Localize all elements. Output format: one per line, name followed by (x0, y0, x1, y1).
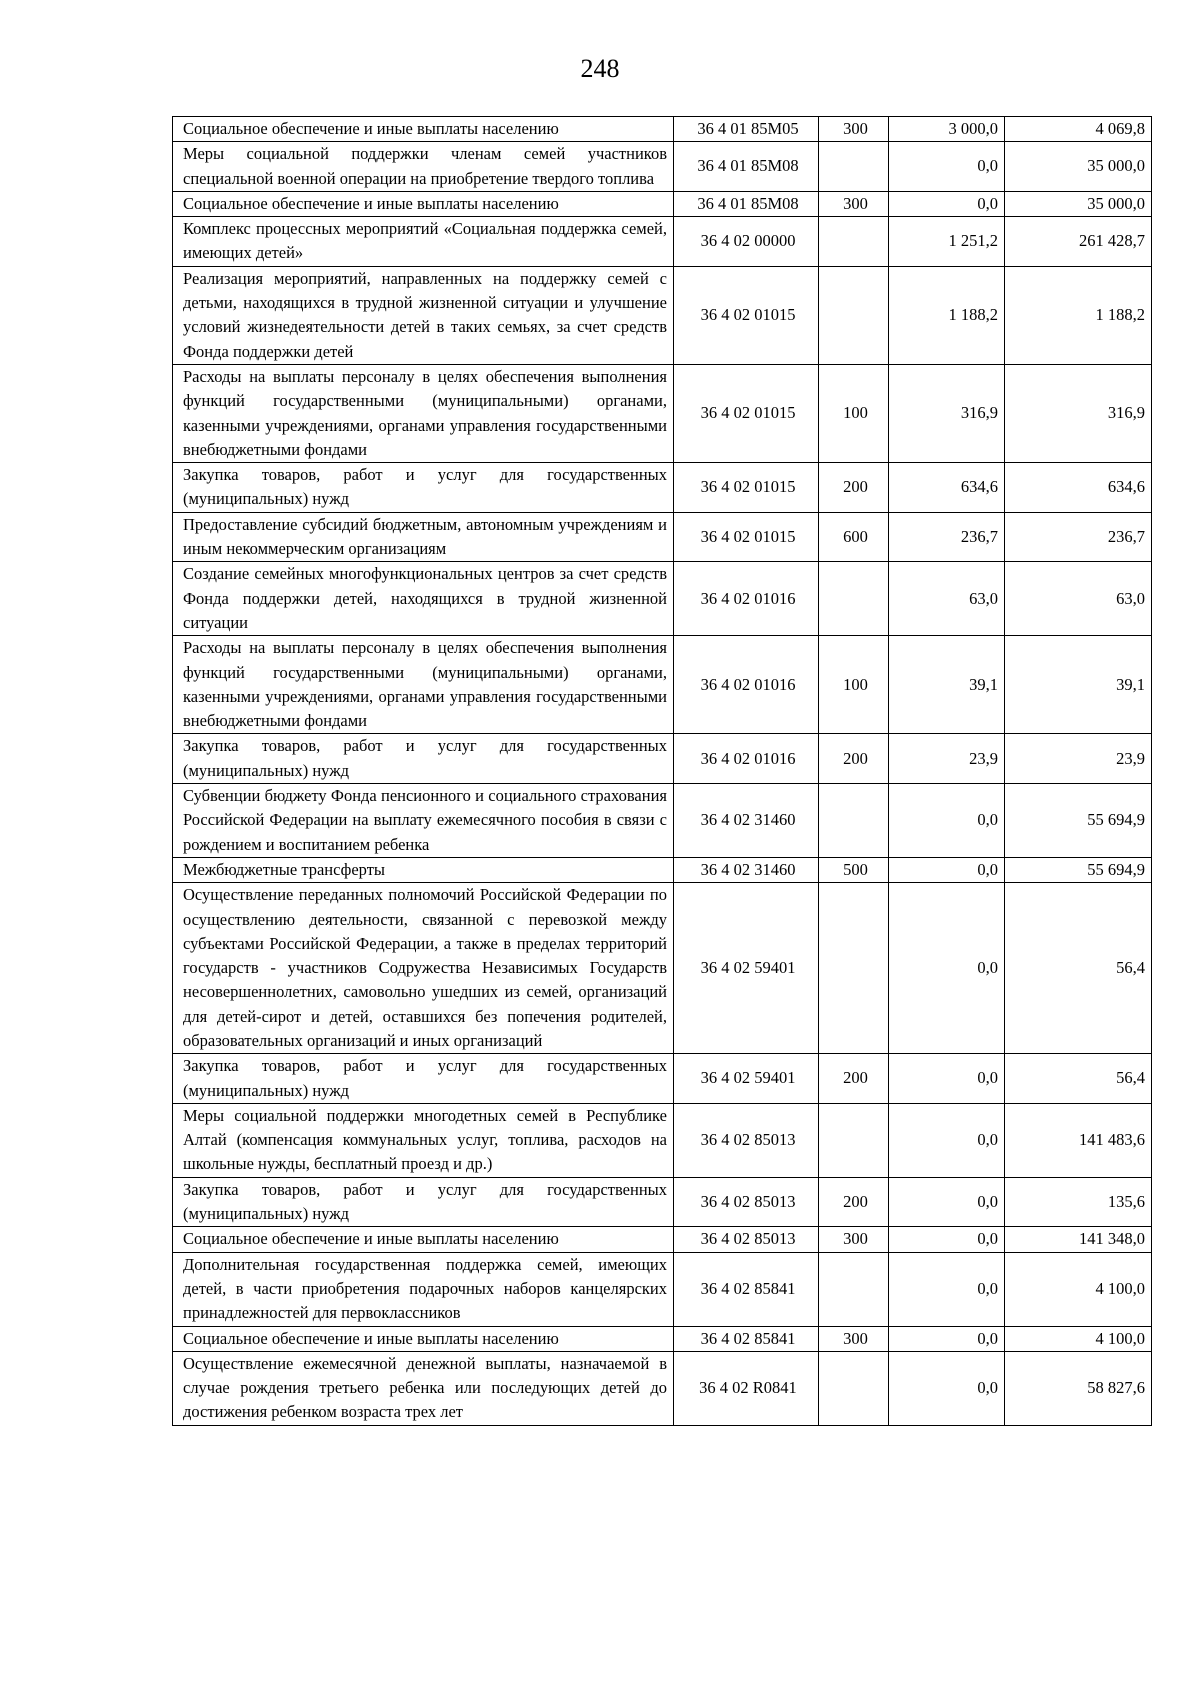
row-code: 36 4 02 31460 (674, 784, 819, 858)
row-value-2: 63,0 (1005, 562, 1152, 636)
row-expense-type: 100 (819, 364, 889, 462)
row-code: 36 4 02 85013 (674, 1227, 819, 1252)
table-row (173, 562, 1152, 636)
budget-table-body (173, 117, 1152, 1426)
row-value-2: 35 000,0 (1005, 142, 1152, 192)
row-value-1: 0,0 (889, 1177, 1005, 1227)
row-value-1: 0,0 (889, 784, 1005, 858)
table-row (173, 883, 1152, 1054)
row-expense-type (819, 562, 889, 636)
row-name: Закупка товаров, работ и услуг для государственных (муниципальных) нужд (173, 1177, 674, 1227)
table-row (173, 1227, 1152, 1252)
row-value-2: 58 827,6 (1005, 1351, 1152, 1425)
row-code: 36 4 02 01015 (674, 364, 819, 462)
row-name: Дополнительная государственная поддержка семей, имеющих детей, в части приобретения подарочных наборов канцелярских принадлежностей для первоклассников (173, 1252, 674, 1326)
row-name: Предоставление субсидий бюджетным, автономным учреждениям и иным некоммерческим организациям (173, 512, 674, 562)
row-code: 36 4 02 85013 (674, 1177, 819, 1227)
row-value-2: 316,9 (1005, 364, 1152, 462)
row-code: 36 4 02 59401 (674, 1054, 819, 1104)
row-expense-type (819, 1252, 889, 1326)
row-expense-type: 300 (819, 1227, 889, 1252)
table-row (173, 1351, 1152, 1425)
row-name: Меры социальной поддержки многодетных семей в Республике Алтай (компенсация коммунальных услуг, топлива, расходов на школьные нужды, бесплатный проезд и др.) (173, 1103, 674, 1177)
row-expense-type: 300 (819, 1326, 889, 1351)
row-value-2: 236,7 (1005, 512, 1152, 562)
table-row (173, 734, 1152, 784)
row-value-1: 39,1 (889, 636, 1005, 734)
row-value-2: 39,1 (1005, 636, 1152, 734)
row-value-1: 3 000,0 (889, 117, 1005, 142)
row-value-1: 63,0 (889, 562, 1005, 636)
row-code: 36 4 02 85841 (674, 1252, 819, 1326)
row-code: 36 4 02 59401 (674, 883, 819, 1054)
row-name: Реализация мероприятий, направленных на поддержку семей с детьми, находящихся в трудной жизненной ситуации и улучшение условий жизнедеятельности детей в таких семьях, за счет средств Фонда поддержки детей (173, 266, 674, 364)
table-row (173, 463, 1152, 513)
row-expense-type (819, 266, 889, 364)
row-name: Закупка товаров, работ и услуг для государственных (муниципальных) нужд (173, 463, 674, 513)
row-value-1: 0,0 (889, 1326, 1005, 1351)
row-name: Создание семейных многофункциональных центров за счет средств Фонда поддержки детей, находящихся в трудной жизненной ситуации (173, 562, 674, 636)
table-row (173, 117, 1152, 142)
row-expense-type: 200 (819, 463, 889, 513)
row-code: 36 4 01 85М08 (674, 191, 819, 216)
row-expense-type: 300 (819, 191, 889, 216)
row-expense-type: 200 (819, 1054, 889, 1104)
row-expense-type: 200 (819, 734, 889, 784)
row-code: 36 4 02 01015 (674, 512, 819, 562)
row-value-1: 0,0 (889, 1054, 1005, 1104)
row-expense-type (819, 217, 889, 267)
row-value-1: 0,0 (889, 883, 1005, 1054)
row-name: Социальное обеспечение и иные выплаты населению (173, 191, 674, 216)
row-expense-type (819, 1103, 889, 1177)
row-value-1: 0,0 (889, 142, 1005, 192)
row-code: 36 4 01 85М08 (674, 142, 819, 192)
table-row (173, 1177, 1152, 1227)
row-code: 36 4 01 85М05 (674, 117, 819, 142)
row-expense-type (819, 1351, 889, 1425)
row-value-1: 634,6 (889, 463, 1005, 513)
row-expense-type (819, 784, 889, 858)
table-row (173, 142, 1152, 192)
table-row (173, 857, 1152, 882)
row-value-2: 23,9 (1005, 734, 1152, 784)
row-name: Субвенции бюджету Фонда пенсионного и социального страхования Российской Федерации на выплату ежемесячного пособия в связи с рождением и воспитанием ребенка (173, 784, 674, 858)
row-value-2: 55 694,9 (1005, 784, 1152, 858)
row-code: 36 4 02 01015 (674, 463, 819, 513)
table-row (173, 191, 1152, 216)
row-value-1: 23,9 (889, 734, 1005, 784)
row-name: Расходы на выплаты персоналу в целях обеспечения выполнения функций государственными (муниципальными) органами, казенными учреждениями, органами управления государственными внебюджетными фондами (173, 636, 674, 734)
row-value-2: 634,6 (1005, 463, 1152, 513)
row-expense-type: 600 (819, 512, 889, 562)
row-value-2: 135,6 (1005, 1177, 1152, 1227)
row-code: 36 4 02 01016 (674, 734, 819, 784)
row-value-1: 0,0 (889, 1351, 1005, 1425)
row-expense-type: 100 (819, 636, 889, 734)
row-value-2: 4 069,8 (1005, 117, 1152, 142)
row-code: 36 4 02 01016 (674, 562, 819, 636)
row-value-2: 261 428,7 (1005, 217, 1152, 267)
row-value-1: 1 188,2 (889, 266, 1005, 364)
table-row (173, 1103, 1152, 1177)
row-name: Расходы на выплаты персоналу в целях обеспечения выполнения функций государственными (муниципальными) органами, казенными учреждениями, органами управления государственными внебюджетными фондами (173, 364, 674, 462)
row-name: Закупка товаров, работ и услуг для государственных (муниципальных) нужд (173, 1054, 674, 1104)
table-row (173, 636, 1152, 734)
row-value-1: 0,0 (889, 1227, 1005, 1252)
row-value-2: 141 483,6 (1005, 1103, 1152, 1177)
row-value-2: 55 694,9 (1005, 857, 1152, 882)
table-row (173, 784, 1152, 858)
row-expense-type (819, 142, 889, 192)
budget-table (172, 116, 1152, 1426)
row-value-2: 4 100,0 (1005, 1326, 1152, 1351)
row-code: 36 4 02 85013 (674, 1103, 819, 1177)
row-value-1: 0,0 (889, 1103, 1005, 1177)
row-expense-type: 200 (819, 1177, 889, 1227)
row-name: Комплекс процессных мероприятий «Социальная поддержка семей, имеющих детей» (173, 217, 674, 267)
row-value-2: 141 348,0 (1005, 1227, 1152, 1252)
row-name: Меры социальной поддержки членам семей участников специальной военной операции на приобретение твердого топлива (173, 142, 674, 192)
row-value-2: 1 188,2 (1005, 266, 1152, 364)
row-code: 36 4 02 01015 (674, 266, 819, 364)
row-name: Социальное обеспечение и иные выплаты населению (173, 1227, 674, 1252)
row-code: 36 4 02 01016 (674, 636, 819, 734)
row-name: Межбюджетные трансферты (173, 857, 674, 882)
row-value-1: 0,0 (889, 857, 1005, 882)
row-value-1: 0,0 (889, 191, 1005, 216)
row-value-2: 56,4 (1005, 1054, 1152, 1104)
table-row (173, 364, 1152, 462)
row-name: Закупка товаров, работ и услуг для государственных (муниципальных) нужд (173, 734, 674, 784)
row-value-1: 316,9 (889, 364, 1005, 462)
row-code: 36 4 02 R0841 (674, 1351, 819, 1425)
page-number: 248 (580, 54, 620, 83)
table-row (173, 266, 1152, 364)
row-value-2: 35 000,0 (1005, 191, 1152, 216)
table-row (173, 512, 1152, 562)
row-value-1: 0,0 (889, 1252, 1005, 1326)
row-code: 36 4 02 00000 (674, 217, 819, 267)
table-row (173, 1326, 1152, 1351)
row-name: Осуществление переданных полномочий Российской Федерации по осуществлению деятельности, связанной с перевозкой между субъектами Российской Федерации, а также в пределах территорий государств - участников Содружества Независимых Государств несовершеннолетних, самовольно ушедших из семей, организаций для детей-сирот и детей, оставшихся без попечения родителей, образовательных организаций и иных организаций (173, 883, 674, 1054)
row-code: 36 4 02 85841 (674, 1326, 819, 1351)
row-expense-type (819, 883, 889, 1054)
row-value-2: 56,4 (1005, 883, 1152, 1054)
row-value-1: 1 251,2 (889, 217, 1005, 267)
row-value-2: 4 100,0 (1005, 1252, 1152, 1326)
row-name: Социальное обеспечение и иные выплаты населению (173, 1326, 674, 1351)
row-expense-type: 300 (819, 117, 889, 142)
table-row (173, 217, 1152, 267)
row-code: 36 4 02 31460 (674, 857, 819, 882)
table-row (173, 1054, 1152, 1104)
row-name: Социальное обеспечение и иные выплаты населению (173, 117, 674, 142)
row-expense-type: 500 (819, 857, 889, 882)
row-value-1: 236,7 (889, 512, 1005, 562)
row-name: Осуществление ежемесячной денежной выплаты, назначаемой в случае рождения третьего ребенка или последующих детей до достижения ребенком возраста трех лет (173, 1351, 674, 1425)
table-row (173, 1252, 1152, 1326)
